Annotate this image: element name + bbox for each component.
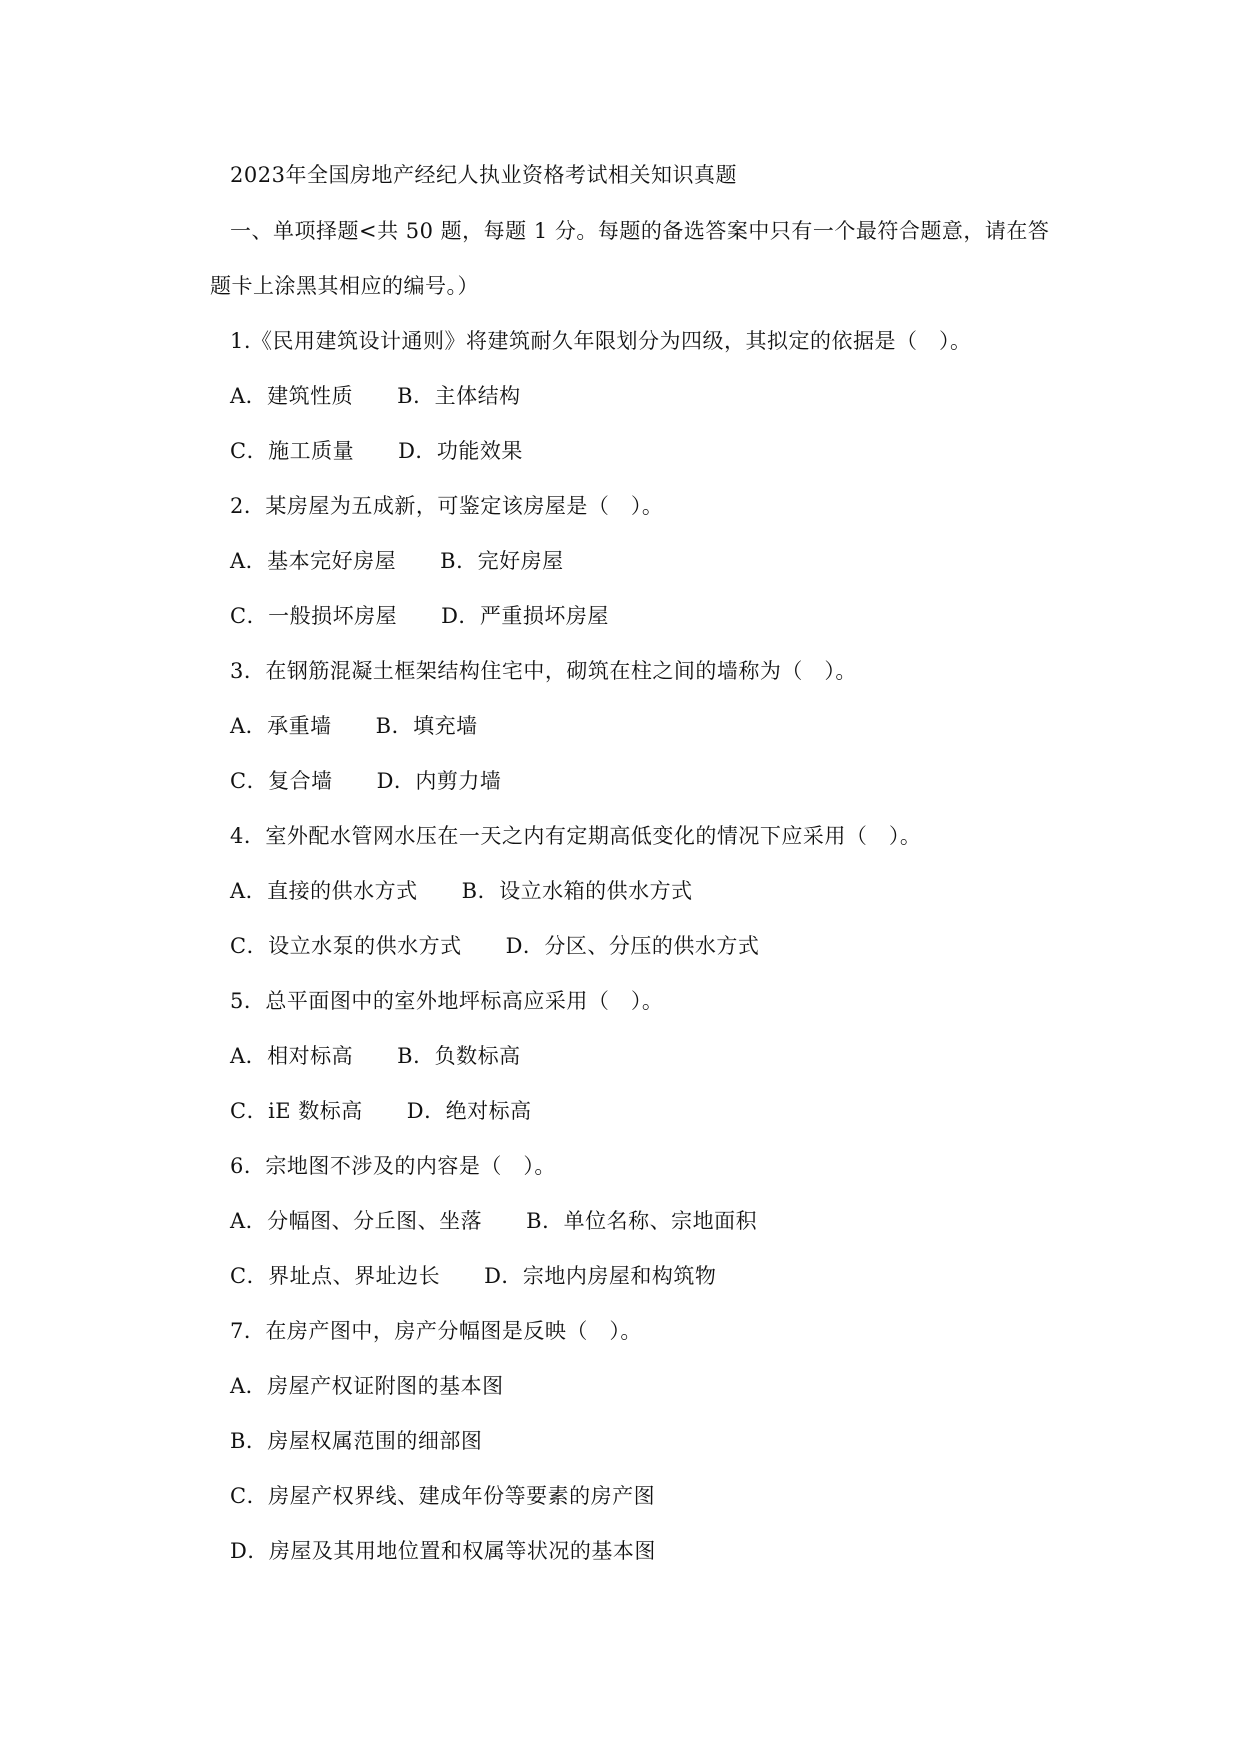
question-7-option-a: A．房屋产权证附图的基本图 — [230, 1374, 504, 1398]
document-title: 2023年全国房地产经纪人执业资格考试相关知识真题 — [230, 163, 737, 187]
question-2-options-row-2 — [230, 601, 609, 631]
option-c: C．复合墙 — [230, 769, 333, 793]
option-b: B．负数标高 — [397, 1044, 521, 1068]
question-1-options-row-1 — [230, 381, 521, 411]
option-d: D．功能效果 — [398, 439, 523, 463]
question-3-stem: 3．在钢筋混凝土框架结构住宅中，砌筑在柱之间的墙称为（ ）。 — [230, 659, 857, 683]
question-6-options-row-1 — [230, 1206, 757, 1236]
question-1-options-row-2 — [230, 436, 523, 466]
option-c: C．iE 数标高 — [230, 1099, 363, 1123]
question-4-options-row-2 — [230, 931, 759, 961]
option-b: B．填充墙 — [375, 714, 478, 738]
option-d: D．内剪力墙 — [376, 769, 502, 793]
option-d: D．宗地内房屋和构筑物 — [484, 1264, 717, 1288]
option-b: B．设立水箱的供水方式 — [461, 879, 693, 903]
question-2-stem: 2．某房屋为五成新，可鉴定该房屋是（ ）。 — [230, 494, 664, 518]
option-c: C．界址点、界址边长 — [230, 1264, 441, 1288]
option-a: A．直接的供水方式 — [230, 879, 418, 903]
question-6-stem: 6．宗地图不涉及的内容是（ ）。 — [230, 1154, 556, 1178]
question-7-stem: 7．在房产图中，房产分幅图是反映（ ）。 — [230, 1319, 642, 1343]
option-a: A．建筑性质 — [230, 384, 354, 408]
question-4-stem: 4．室外配水管网水压在一天之内有定期高低变化的情况下应采用（ ）。 — [230, 824, 922, 848]
option-b: B．单位名称、宗地面积 — [526, 1209, 758, 1233]
option-d: D．绝对标高 — [406, 1099, 532, 1123]
option-b: B．主体结构 — [397, 384, 521, 408]
question-2-options-row-1 — [230, 546, 564, 576]
question-5-options-row-1 — [230, 1041, 521, 1071]
option-a: A．相对标高 — [230, 1044, 354, 1068]
question-6-options-row-2 — [230, 1261, 716, 1291]
question-3-options-row-2 — [230, 766, 501, 796]
option-c: C．施工质量 — [230, 439, 355, 463]
option-d: D．严重损坏房屋 — [441, 604, 609, 628]
option-c: C．设立水泵的供水方式 — [230, 934, 462, 958]
question-7-option-d: D．房屋及其用地位置和权属等状况的基本图 — [230, 1539, 656, 1563]
question-4-options-row-1 — [230, 876, 693, 906]
option-a: A．基本完好房屋 — [230, 549, 397, 573]
question-7-option-c: C．房屋产权界线、建成年份等要素的房产图 — [230, 1484, 656, 1508]
option-a: A．分幅图、分丘图、坐落 — [230, 1209, 483, 1233]
question-5-stem: 5．总平面图中的室外地坪标高应采用（ ）。 — [230, 989, 664, 1013]
option-a: A．承重墙 — [230, 714, 332, 738]
option-b: B．完好房屋 — [440, 549, 564, 573]
section-heading-line-2: 题卡上涂黑其相应的编号。） — [210, 274, 479, 298]
question-1-stem: 1.《民用建筑设计通则》将建筑耐久年限划分为四级，其拟定的依据是（ ）。 — [230, 329, 972, 353]
question-5-options-row-2 — [230, 1096, 532, 1126]
option-d: D．分区、分压的供水方式 — [505, 934, 760, 958]
question-7-option-b: B．房屋权属范围的细部图 — [230, 1429, 483, 1453]
question-3-options-row-1 — [230, 711, 478, 741]
section-heading-line-1: 一、单项择题<共 50 题，每题 1 分。每题的备选答案中只有一个最符合题意，请在答 — [230, 219, 1050, 243]
option-c: C．一般损坏房屋 — [230, 604, 398, 628]
